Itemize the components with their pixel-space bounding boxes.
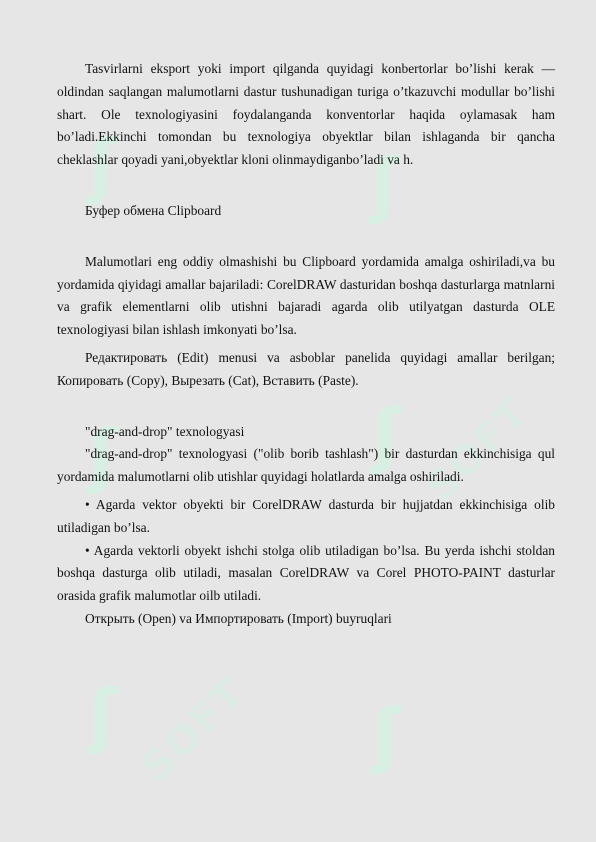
leaf-logo-icon: ʃ	[372, 694, 402, 776]
paragraph-drag-and-drop: "drag-and-drop" texnologyasi ("olib borib tashlash") bir dasturdan ekkinchisiga qul yordamida malumotlarni olib utishlar quyidagi holatlarda amalga oshiriladi.	[57, 446, 555, 485]
leaf-logo-icon: ʃ	[88, 124, 118, 206]
watermark-word: SOFT	[133, 669, 255, 791]
paragraph-converters: Tasvirlarni eksport yoki import qilganda quyidagi konbertorlar bo’lishi kerak — oldindan saqlangan malumotlarni dastur tushunadigan turiga o’tkazuvchi modullar bo’lishi shart. Ole texnologiyasini foydalanganda konventorlar haqida oylamasak ham bo’ladi.Ekkinchi tomondan bu texnologiya obyektlar bilan ishlaganda bir qancha cheklashlar qoyadi yani,obyektlar kloni olinmaydiganbo’ladi va h.	[57, 61, 555, 168]
paragraph-clipboard: Malumotlari eng oddiy olmashishi bu Clipboard yordamida amalga oshiriladi,va bu yordamida qiyidagi amallar bajariladi: CorelDRAW dasturidan boshqa dasturlarga matnlarni va grafik elementlarni olib utishni bajaradi agarda olib utilyatgan dasturda OLE texnologiyasi bilan ishlash imkonyati bo’lsa.	[57, 253, 555, 338]
leaf-logo-icon: ʃ	[88, 414, 118, 496]
leaf-logo-icon: ʃ	[88, 674, 118, 756]
document-body	[57, 58, 555, 631]
bullet-item-vector-object: • Agarda vektor obyekti bir CorelDRAW dasturda bir hujjatdan ekkinchisiga olib utiladigan bo’lsa.	[57, 496, 555, 535]
watermark-word: SOFT	[417, 389, 539, 511]
leaf-logo-icon: ʃ	[372, 394, 402, 476]
leaf-logo-icon: ʃ	[370, 144, 400, 226]
paragraph-edit-menu: Редактировать (Edit) menusi va asboblar panelida quyidagi amallar berilgan; Копировать (Copy), Вырезать (Cat), Вставить (Paste).	[57, 349, 555, 388]
heading-drag-and-drop: "drag-and-drop" texnologyasi	[85, 423, 245, 439]
bullet-item-desktop: • Agarda vektorli obyekt ishchi stolga olib utiladigan bo’lsa. Bu yerda ishchi stoldan boshqa dasturga olib utiladi, masalan CorelDRAW va Corel PHOTO-PAINT dasturlar orasida grafik malumotlar oilb utiladi.	[57, 542, 555, 604]
heading-clipboard: Буфер обмена Clipboard	[85, 202, 222, 218]
paragraph-open-import: Открыть (Open) va Импортировать (Import) buyruqlari	[85, 610, 392, 626]
